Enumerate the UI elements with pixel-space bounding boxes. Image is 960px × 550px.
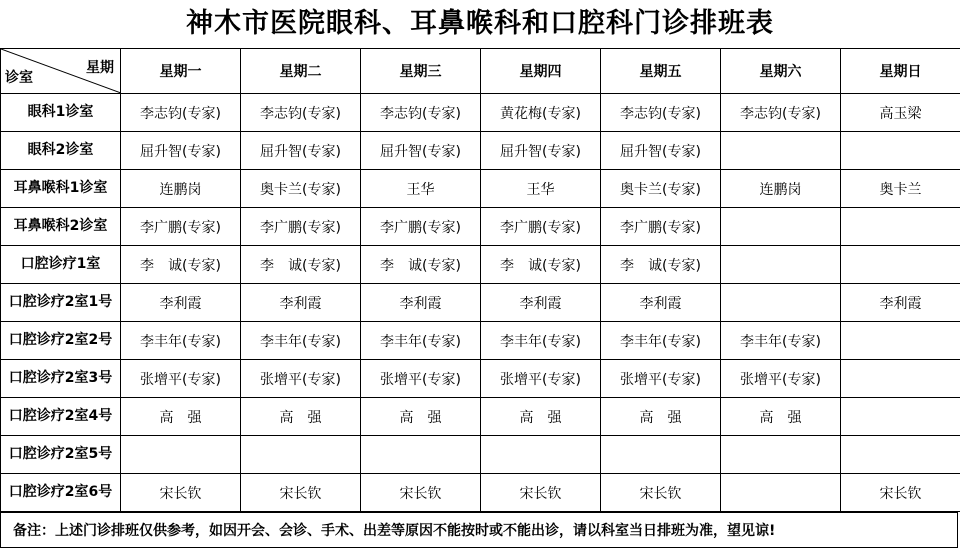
schedule-cell: 宋长钦 bbox=[361, 474, 481, 512]
schedule-cell: 高 强 bbox=[601, 398, 721, 436]
schedule-cell: 李志钧(专家) bbox=[361, 94, 481, 132]
table-row bbox=[1, 360, 960, 398]
room-name: 口腔诊疗2室1号 bbox=[1, 284, 121, 322]
schedule-cell: 屈升智(专家) bbox=[241, 132, 361, 170]
schedule-cell bbox=[841, 208, 960, 246]
schedule-cell: 李丰年(专家) bbox=[241, 322, 361, 360]
header-row bbox=[1, 49, 960, 94]
schedule-cell: 屈升智(专家) bbox=[121, 132, 241, 170]
room-name: 眼科2诊室 bbox=[1, 132, 121, 170]
schedule-cell: 张增平(专家) bbox=[121, 360, 241, 398]
schedule-cell: 奥卡兰(专家) bbox=[241, 170, 361, 208]
schedule-cell: 李广鹏(专家) bbox=[241, 208, 361, 246]
day-header: 星期五 bbox=[601, 49, 721, 94]
week-header-label: 星期 bbox=[86, 60, 114, 76]
day-header: 星期六 bbox=[721, 49, 841, 94]
schedule-cell: 宋长钦 bbox=[841, 474, 960, 512]
room-name: 耳鼻喉科1诊室 bbox=[1, 170, 121, 208]
schedule-cell bbox=[601, 436, 721, 474]
table-row bbox=[1, 208, 960, 246]
table-row bbox=[1, 474, 960, 512]
schedule-cell: 张增平(专家) bbox=[361, 360, 481, 398]
schedule-cell: 李丰年(专家) bbox=[361, 322, 481, 360]
schedule-cell: 李志钧(专家) bbox=[721, 94, 841, 132]
room-name: 耳鼻喉科2诊室 bbox=[1, 208, 121, 246]
schedule-cell: 李利霞 bbox=[601, 284, 721, 322]
table-row bbox=[1, 398, 960, 436]
schedule-cell: 李 诚(专家) bbox=[241, 246, 361, 284]
table-row bbox=[1, 436, 960, 474]
schedule-cell bbox=[121, 436, 241, 474]
schedule-cell: 高 强 bbox=[361, 398, 481, 436]
corner-cell bbox=[1, 49, 121, 94]
schedule-cell: 奥卡兰 bbox=[841, 170, 960, 208]
schedule-cell bbox=[841, 246, 960, 284]
schedule-cell: 连鹏岗 bbox=[721, 170, 841, 208]
schedule-cell bbox=[721, 436, 841, 474]
schedule-cell: 李丰年(专家) bbox=[601, 322, 721, 360]
schedule-cell: 张增平(专家) bbox=[721, 360, 841, 398]
schedule-cell: 李利霞 bbox=[361, 284, 481, 322]
schedule-cell: 李丰年(专家) bbox=[481, 322, 601, 360]
schedule-cell bbox=[721, 132, 841, 170]
schedule-cell: 王华 bbox=[481, 170, 601, 208]
schedule-cell bbox=[721, 208, 841, 246]
schedule-cell: 李志钧(专家) bbox=[121, 94, 241, 132]
schedule-cell: 李 诚(专家) bbox=[121, 246, 241, 284]
schedule-cell bbox=[721, 284, 841, 322]
schedule-cell: 屈升智(专家) bbox=[601, 132, 721, 170]
schedule-cell bbox=[841, 436, 960, 474]
schedule-cell: 李志钧(专家) bbox=[241, 94, 361, 132]
schedule-cell bbox=[841, 322, 960, 360]
table-row bbox=[1, 170, 960, 208]
schedule-cell bbox=[841, 132, 960, 170]
schedule-cell: 李志钧(专家) bbox=[601, 94, 721, 132]
schedule-cell: 李 诚(专家) bbox=[481, 246, 601, 284]
table-row bbox=[1, 94, 960, 132]
schedule-cell: 连鹏岗 bbox=[121, 170, 241, 208]
schedule-cell: 高 强 bbox=[121, 398, 241, 436]
table-row bbox=[1, 132, 960, 170]
schedule-cell bbox=[241, 436, 361, 474]
room-name: 口腔诊疗2室6号 bbox=[1, 474, 121, 512]
schedule-table bbox=[0, 48, 960, 512]
schedule-cell: 高 强 bbox=[481, 398, 601, 436]
room-name: 眼科1诊室 bbox=[1, 94, 121, 132]
schedule-cell: 高玉梁 bbox=[841, 94, 960, 132]
schedule-cell: 屈升智(专家) bbox=[361, 132, 481, 170]
schedule-cell bbox=[841, 398, 960, 436]
schedule-cell: 李广鹏(专家) bbox=[121, 208, 241, 246]
table-row bbox=[1, 284, 960, 322]
schedule-cell: 黄花梅(专家) bbox=[481, 94, 601, 132]
schedule-cell: 高 强 bbox=[721, 398, 841, 436]
schedule-cell: 李广鹏(专家) bbox=[601, 208, 721, 246]
schedule-cell: 李丰年(专家) bbox=[721, 322, 841, 360]
schedule-cell bbox=[361, 436, 481, 474]
table-row bbox=[1, 246, 960, 284]
schedule-cell: 高 强 bbox=[241, 398, 361, 436]
room-name: 口腔诊疗2室4号 bbox=[1, 398, 121, 436]
room-name: 口腔诊疗2室5号 bbox=[1, 436, 121, 474]
schedule-cell: 张增平(专家) bbox=[241, 360, 361, 398]
schedule-cell: 宋长钦 bbox=[121, 474, 241, 512]
schedule-cell bbox=[841, 360, 960, 398]
page-title: 神木市医院眼科、耳鼻喉科和口腔科门诊排班表 bbox=[186, 8, 774, 39]
day-header: 星期日 bbox=[841, 49, 960, 94]
schedule-cell: 张增平(专家) bbox=[601, 360, 721, 398]
schedule-cell: 王华 bbox=[361, 170, 481, 208]
schedule-cell: 李利霞 bbox=[121, 284, 241, 322]
table-row bbox=[1, 322, 960, 360]
schedule-cell: 张增平(专家) bbox=[481, 360, 601, 398]
footnote: 备注：上述门诊排班仅供参考，如因开会、会诊、手术、出差等原因不能按时或不能出诊，请以科室当日排班为准，望见谅! bbox=[0, 512, 958, 548]
day-header: 星期二 bbox=[241, 49, 361, 94]
room-name: 口腔诊疗1室 bbox=[1, 246, 121, 284]
day-header: 星期四 bbox=[481, 49, 601, 94]
schedule-cell: 李广鹏(专家) bbox=[481, 208, 601, 246]
schedule-cell: 宋长钦 bbox=[481, 474, 601, 512]
schedule-cell: 李丰年(专家) bbox=[121, 322, 241, 360]
schedule-cell bbox=[721, 246, 841, 284]
schedule-cell: 李利霞 bbox=[241, 284, 361, 322]
schedule-cell: 李广鹏(专家) bbox=[361, 208, 481, 246]
schedule-cell: 李利霞 bbox=[841, 284, 960, 322]
day-header: 星期一 bbox=[121, 49, 241, 94]
room-name: 口腔诊疗2室2号 bbox=[1, 322, 121, 360]
schedule-cell: 李 诚(专家) bbox=[361, 246, 481, 284]
schedule-cell: 奥卡兰(专家) bbox=[601, 170, 721, 208]
schedule-cell: 李 诚(专家) bbox=[601, 246, 721, 284]
schedule-cell bbox=[481, 436, 601, 474]
room-header-label: 诊室 bbox=[5, 70, 33, 86]
day-header: 星期三 bbox=[361, 49, 481, 94]
schedule-cell: 宋长钦 bbox=[601, 474, 721, 512]
schedule-cell bbox=[721, 474, 841, 512]
schedule-cell: 李利霞 bbox=[481, 284, 601, 322]
room-name: 口腔诊疗2室3号 bbox=[1, 360, 121, 398]
schedule-cell: 宋长钦 bbox=[241, 474, 361, 512]
schedule-cell: 屈升智(专家) bbox=[481, 132, 601, 170]
